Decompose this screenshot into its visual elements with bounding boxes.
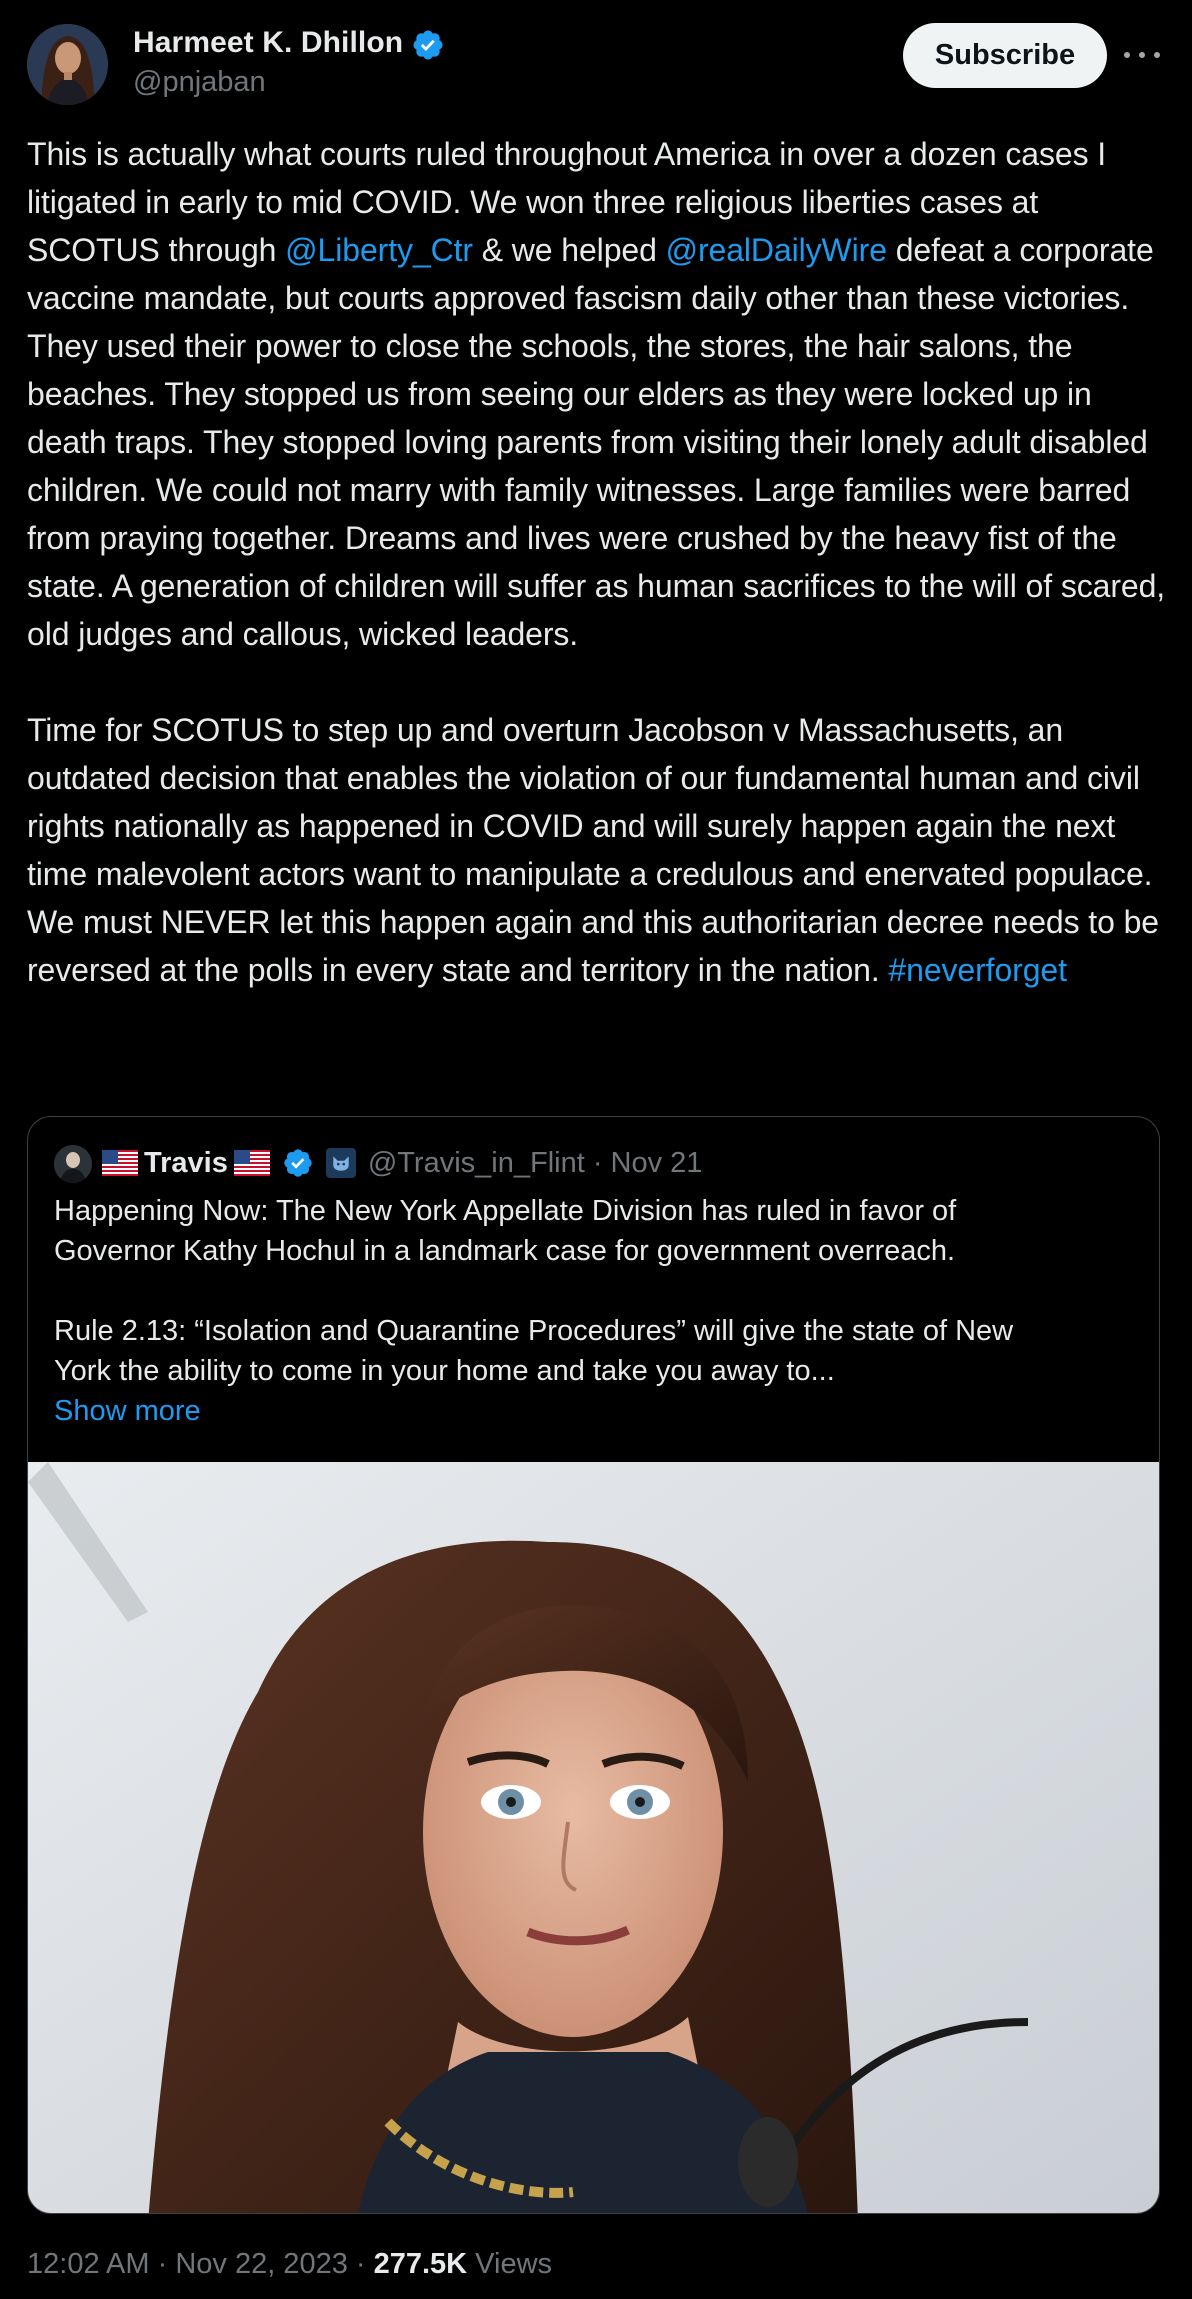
quoted-handle-date[interactable]: @Travis_in_Flint · Nov 21 [367,1146,703,1179]
author-avatar[interactable] [27,24,108,105]
tweet-time[interactable]: 12:02 AM [27,2248,150,2280]
show-more-link[interactable]: Show more [54,1395,201,1427]
tweet-text-segment: Time for SCOTUS to step up and overturn Jacobson v Massachusetts, an outdated decision that enables the violation of our fundamental human and civil rights nationally as happened in COVID and will surely happen again the next time malevolent actors want to manipulate a credulous and enervated populace. We must NEVER let this happen again and this authoritarian decree needs to be reversed at the polls in every state and territory in the nation. [27,712,1159,988]
quoted-image[interactable] [28,1462,1160,2214]
profile-photo-icon [54,1145,92,1183]
tweet-paragraph-1 [27,130,1172,658]
subscribe-button[interactable]: Subscribe [903,23,1107,88]
verified-badge-icon[interactable] [411,28,445,62]
quoted-line: Governor Kathy Hochul in a landmark case for government overreach. [54,1235,956,1267]
affiliation-badge-icon[interactable] [326,1148,356,1178]
tweet-paragraph-2 [27,706,1172,994]
more-horizontal-icon[interactable] [1124,40,1160,70]
separator: · [149,2248,176,2280]
author-name[interactable]: Harmeet K. Dhillon [133,26,404,59]
quoted-author-avatar[interactable] [54,1145,92,1183]
paragraph-gap [54,1271,1134,1311]
tweet-text-segment: This is actually what courts ruled throughout America in over a dozen cases I litigated in early to mid COVID. We won three religious liberties cases at SCOTUS through [27,136,1107,268]
quoted-line: Rule 2.13: “Isolation and Quarantine Procedures” will give the state of New [54,1315,1014,1347]
views-label: Views [467,2248,553,2280]
quoted-header [102,1143,702,1183]
author-handle[interactable]: @pnjaban [133,66,266,98]
profile-photo-icon [27,24,108,105]
quoted-line: Happening Now: The New York Appellate Division has ruled in favor of [54,1195,957,1227]
mention-link-liberty-ctr[interactable]: @Liberty_Ctr [285,232,473,268]
tweet-text [27,130,1172,994]
views-count: 277.5K [373,2248,468,2280]
us-flag-icon [234,1150,270,1176]
tweet-text-segment: & we helped [472,232,666,268]
tweet-text-segment: defeat a corporate vaccine mandate, but courts approved fascism daily other than these victories. They used their power to close the schools, the stores, the hair salons, the beaches. They stopped us from seeing our elders as they were locked up in death traps. They stopped loving parents from visiting their lonely adult disabled children. We could not marry with family witnesses. Large families were barred from praying together. Dreams and lives were crushed by the heavy fist of the state. A generation of children will suffer as human sacrifices to the will of scared, old judges and callous, wicked leaders. [27,232,1166,652]
quoted-tweet[interactable] [27,1116,1160,2214]
quoted-text [54,1191,1134,1431]
tweet-date[interactable]: Nov 22, 2023 [175,2248,348,2280]
us-flag-icon [102,1150,138,1176]
hashtag-link-neverforget[interactable]: #neverforget [888,952,1067,988]
photo-of-woman-icon [28,1462,1160,2214]
separator: · [347,2248,374,2280]
verified-badge-icon[interactable] [282,1147,314,1179]
paragraph-gap [27,658,1172,706]
quoted-author-name[interactable]: Travis [144,1146,228,1179]
quoted-line: York the ability to come in your home and take you away to... [54,1355,835,1387]
mention-link-realdailywire[interactable]: @realDailyWire [665,232,887,268]
tweet-meta [27,2248,552,2281]
